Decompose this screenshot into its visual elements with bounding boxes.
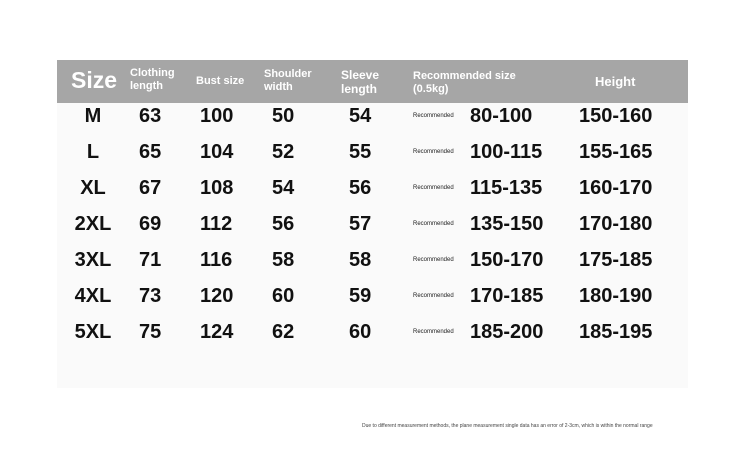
row-clothing-length: 63	[139, 105, 162, 127]
row-height: 170-180	[579, 213, 653, 235]
table-row: XL 67 108 54 56 Recommended 115-135 160-170	[57, 170, 688, 206]
row-recommended-label: Recommended	[413, 257, 454, 263]
row-recommended-weight: 135-150	[470, 213, 544, 235]
row-bust-size: 100	[200, 105, 234, 127]
row-clothing-length: 75	[139, 321, 162, 343]
row-bust-size: 120	[200, 285, 234, 307]
row-clothing-length: 73	[139, 285, 162, 307]
row-clothing-length: 65	[139, 141, 162, 163]
row-recommended-weight: 150-170	[470, 249, 544, 271]
row-bust-size: 112	[200, 213, 233, 235]
row-bust-size: 116	[200, 249, 233, 271]
row-recommended-label: Recommended	[413, 221, 454, 227]
row-height: 180-190	[579, 285, 653, 307]
table-row: L 65 104 52 55 Recommended 100-115 155-165	[57, 134, 688, 170]
row-recommended-label: Recommended	[413, 113, 454, 119]
row-recommended-weight: 170-185	[470, 285, 544, 307]
row-sleeve-length: 55	[349, 141, 372, 163]
row-sleeve-length: 56	[349, 177, 372, 199]
row-recommended-label: Recommended	[413, 329, 454, 335]
row-shoulder-width: 54	[272, 177, 295, 199]
row-sleeve-length: 60	[349, 321, 372, 343]
row-shoulder-width: 58	[272, 249, 295, 271]
header-size: Size	[71, 67, 118, 93]
header-clothing-length: Clothing length	[130, 67, 175, 93]
header-recommended-size: Recommended size (0.5kg)	[413, 70, 516, 96]
header-sleeve-length: Sleeve length	[341, 68, 380, 97]
row-shoulder-width: 52	[272, 141, 295, 163]
size-chart	[57, 60, 688, 388]
size-chart-header	[57, 60, 688, 103]
row-shoulder-width: 62	[272, 321, 295, 343]
measurement-footnote: Due to different measurement methods, the plane measurement single data has an error of 2-3cm, which is within the normal range	[362, 423, 653, 429]
row-shoulder-width: 56	[272, 213, 295, 235]
row-shoulder-width: 60	[272, 285, 295, 307]
row-shoulder-width: 50	[272, 105, 295, 127]
row-height: 185-195	[579, 321, 653, 343]
table-row: M 63 100 50 54 Recommended 80-100 150-160	[57, 98, 688, 134]
row-recommended-weight: 115-135	[470, 177, 543, 199]
row-clothing-length: 69	[139, 213, 162, 235]
row-bust-size: 124	[200, 321, 234, 343]
row-height: 160-170	[579, 177, 653, 199]
row-recommended-weight: 100-115	[470, 141, 543, 163]
row-recommended-label: Recommended	[413, 185, 454, 191]
table-row: 2XL 69 112 56 57 Recommended 135-150 170-180	[57, 206, 688, 242]
row-sleeve-length: 54	[349, 105, 372, 127]
row-bust-size: 104	[200, 141, 234, 163]
table-row: 5XL 75 124 62 60 Recommended 185-200 185-195	[57, 314, 688, 350]
row-bust-size: 108	[200, 177, 234, 199]
row-sleeve-length: 58	[349, 249, 372, 271]
row-recommended-weight: 80-100	[470, 105, 533, 127]
header-shoulder-width: Shoulder width	[264, 68, 312, 94]
row-sleeve-length: 59	[349, 285, 372, 307]
row-recommended-label: Recommended	[413, 149, 454, 155]
row-clothing-length: 71	[139, 249, 162, 271]
row-height: 155-165	[579, 141, 653, 163]
header-height: Height	[595, 74, 636, 89]
row-recommended-weight: 185-200	[470, 321, 544, 343]
row-height: 175-185	[579, 249, 653, 271]
row-sleeve-length: 57	[349, 213, 372, 235]
table-row: 4XL 73 120 60 59 Recommended 170-185 180-190	[57, 278, 688, 314]
table-row: 3XL 71 116 58 58 Recommended 150-170 175-185	[57, 242, 688, 278]
row-recommended-label: Recommended	[413, 293, 454, 299]
row-height: 150-160	[579, 105, 653, 127]
row-clothing-length: 67	[139, 177, 162, 199]
header-bust-size: Bust size	[196, 75, 245, 87]
